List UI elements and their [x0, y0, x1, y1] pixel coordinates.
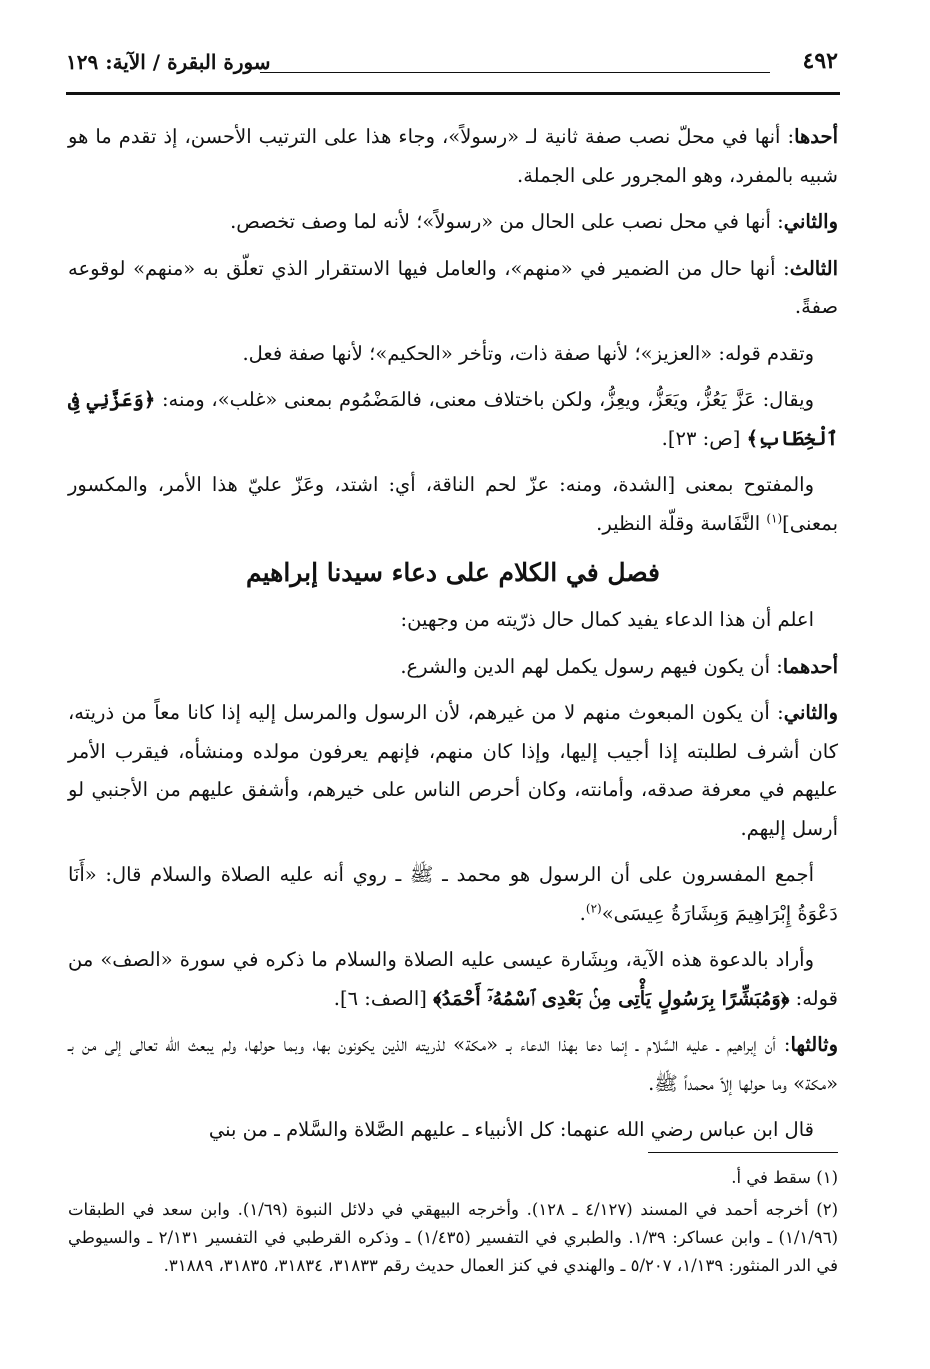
paragraph-2 [68, 203, 838, 242]
paragraph-13 [68, 1111, 838, 1150]
paragraph-lead: والثاني [783, 701, 838, 724]
paragraph-7 [68, 601, 838, 640]
paragraph-8 [68, 648, 838, 687]
running-title: سورة البقرة / الآية: ١٢٩ [66, 50, 271, 74]
paragraph-10 [68, 856, 838, 933]
footnote-marker[interactable]: (١) [766, 511, 783, 525]
paragraph-9 [68, 694, 838, 848]
paragraph-text: : أن يكون فيهم رسول يكمل لهم الدين والشرع. [400, 654, 783, 678]
page-number: ٤٩٢ [802, 48, 838, 74]
paragraph-text: . [579, 901, 586, 925]
quran-verse: ﴿وَعَزَّنِي فِى ٱلْخِطَابِ﴾ [68, 388, 838, 450]
paragraph-5 [68, 381, 838, 458]
main-text [68, 118, 838, 1158]
header-rule [66, 92, 840, 95]
paragraph-text: أجمع المفسرون على أن الرسول هو محمد ـ ﷺ ـ روي أنه عليه الصلاة والسلام قال: «أَنَا دَعْوَةُ إِبْرَاهِيمَ وَبِشَارَةُ عِيسَى» [68, 863, 838, 925]
paragraph-text: اعلم أن هذا الدعاء يفيد كمال حال ذرّيته من وجهين: [400, 608, 814, 631]
paragraph-text: : أن إبراهيم ـ عليه السَّلام ـ إنما دعا بهذا الدعاء بـ «مكة» لذريته الذين يكونون بها، وبما حولها، ولم يبعث الله تعالى إلى من بـ «مكة» وما حولها إلاّ محمداً ﷺ. [68, 1033, 838, 1095]
paragraph-text: ويقال: عَزَّ يَعُزُّ، ويَعَزُّ، ويعِزُّ، ولكن باختلاف معنى، فالمَضْمُوم بمعنى «غلب»، ومنه: [155, 388, 814, 411]
paragraph-lead: وثالثها [790, 1033, 838, 1056]
paragraph-lead: أحدها [794, 125, 838, 148]
paragraph-text: والمفتوح بمعنى [الشدة، ومنه: عزّ لحم الناقة، أي: اشتد، وعَزّ عليّ هذا الأمر، والمكسور بمعنى] [68, 473, 838, 535]
paragraph-1 [68, 118, 838, 195]
paragraph-text: : أنها حال من الضمير في «منهم»، والعامل فيها الاستقرار الذي تعلّق به «منهم» لوقوعه صفةً. [68, 256, 838, 318]
section-heading: فصل في الكلام على دعاء سيدنا إبراهيم [246, 558, 660, 587]
paragraph-text: : أنها في محل نصب على الحال من «رسولاً»؛ لأنه لما وصف تخصص. [230, 210, 784, 233]
paragraph-text: النَّفَاسة وقلّة النظير. [596, 511, 767, 535]
quran-verse: ﴿وَمُبَشِّرًا بِرَسُولٍ يَأْتِى مِنۢ بَعْدِى ٱسْمُهُۥٓ أَحْمَدُ﴾ [433, 986, 790, 1010]
header-inner-rule [260, 72, 770, 73]
paragraph-text: وأراد بالدعوة هذه الآية، وبِشَارة عيسى عليه الصلاة والسلام ما ذكره في سورة «الصف» من قوله: [68, 948, 838, 1010]
paragraph-text: قال ابن عباس رضي الله عنهما: كل الأنبياء ـ عليهم الصَّلاة والسَّلام ـ من بني [208, 1118, 814, 1141]
paragraph-4 [68, 335, 838, 374]
paragraph-3 [68, 250, 838, 327]
page-header [66, 44, 838, 86]
verse-reference: [الصف: ٦]. [333, 986, 434, 1010]
paragraph-lead: والثاني [783, 210, 838, 233]
footnote-rule [648, 1152, 838, 1153]
paragraph-12 [68, 1026, 838, 1103]
paragraph-6 [68, 466, 838, 543]
footnote-1: (١) سقط في أ. [731, 1168, 838, 1187]
paragraph-lead: الثالث [789, 256, 838, 280]
paragraph-11 [68, 941, 838, 1018]
footnote-marker[interactable]: (٢) [585, 901, 602, 915]
paragraph-text: : أن يكون المبعوث منهم لا من غيرهم، لأن الرسول والمرسل إليه إذا كانا معاً من ذريته، كان أشرف لطلبته إذا أجيب إليها، وإذا كان منهم، فإنهم يعرفون مولده ومنشأه، فيقرب الأمر عليهم في معرفة صدقه، وأمانته، وكان أحرص الناس على خيرهم، وأشفق عليهم من الأجنبي لو أرسل إليهم. [68, 701, 838, 840]
paragraph-text: : أنها في محلّ نصب صفة ثانية لـ «رسولاً»، وجاء هذا على الترتيب الأحسن، إذ تقدم ما هو شبيه بالمفرد، وهو المجرور على الجملة. [68, 125, 838, 187]
paragraph-text: وتقدم قوله: «العزيز»؛ لأنها صفة ذات، وتأخر «الحكيم»؛ لأنها صفة فعل. [242, 341, 814, 365]
footnote-2: (٢) أخرجه أحمد في المسند (٤/١٢٧ ـ ١٢٨). وأخرجه البيهقي في دلائل النبوة (١/٦٩). وابن سعد في الطبقات (١/١/٩٦) ـ وابن عساكر: ١/٣٩. والطبري في التفسير (١/٤٣٥) ـ وذكره القرطبي في التفسير ٢/١٣١ ـ والسيوطي في الدر المنثور: ١/١٣٩، ٥/٢٠٧ ـ والهندي في كنز العمال حديث رقم ٣١٨٣٣، ٣١٨٣٤، ٣١٨٣٥، ٣١٨٨٩. [68, 1200, 839, 1275]
paragraph-lead: أحدهما [782, 654, 838, 678]
verse-reference: [ص: ٢٣]. [661, 426, 747, 450]
footnotes [68, 1164, 838, 1284]
